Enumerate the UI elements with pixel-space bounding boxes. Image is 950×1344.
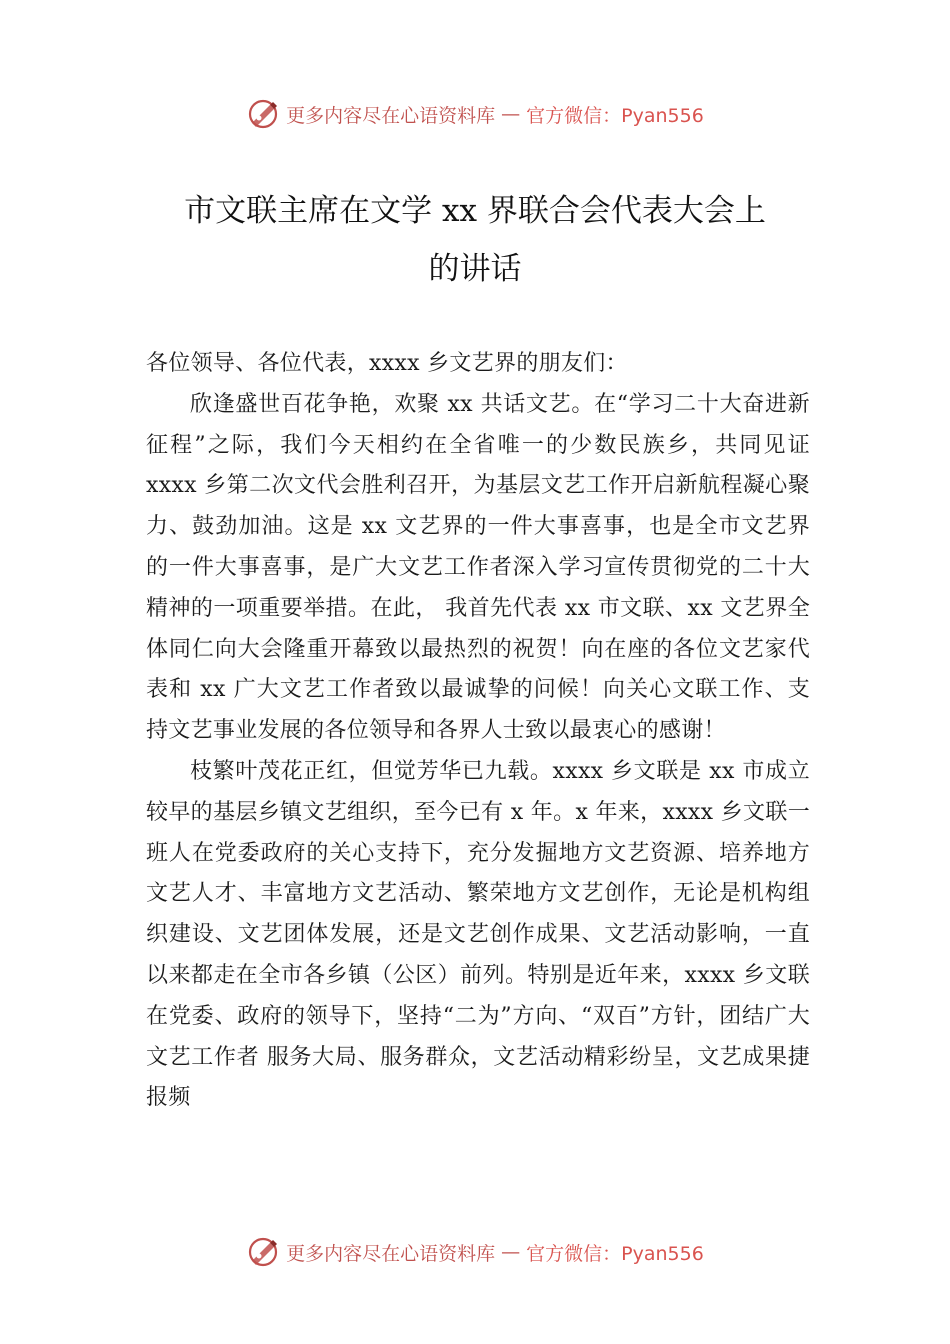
header-banner [0,94,950,134]
document-title [110,182,840,298]
brand-name: 更多内容尽在心语资料库 [286,104,496,127]
pen-logo-icon [246,97,280,131]
paragraph-2: 枝繁叶茂花正红，但觉芳华已九载。xxxx 乡文联是 xx 市成立较早的基层乡镇文艺组织，至今已有 x 年。x 年来，xxxx 乡文联一班人在党委政府的关心支持下，充分发掘地方文艺资源、培养地方文艺人才、丰富地方文艺活动、繁荣地方文艺创作，无论是机构组织建设、文艺团体发展，还是文艺创作成果、文艺活动影响，一直以来都走在全市各乡镇（公区）前列。特别是近年来，xxxx 乡文联在党委、政府的领导下，坚持“二为”方向、“双百”方针，团结广大文艺工作者 服务大局、服务群众，文艺活动精彩纷呈，文艺成果捷报频 [146,758,810,1111]
wechat-id: 官方微信：Pyan556 [526,104,704,127]
footer-banner [0,1232,950,1272]
banner-separator: — [501,103,521,125]
pen-logo-icon [246,1235,280,1269]
brand-name: 更多内容尽在心语资料库 [286,1242,496,1265]
title-line-1: 市文联主席在文学 xx 界联合会代表大会上 [184,193,766,229]
paragraph-1: 欣逢盛世百花争艳，欢聚 xx 共话文艺。在“学习二十大奋进新征程”之际，我们今天相约在全省唯一的少数民族乡，共同见证 xxxx 乡第二次文代会胜利召开，为基层文艺工作开启新航程凝心聚力、鼓劲加油。这是 xx 文艺界的一件大事喜事，也是全市文艺界的一件大事喜事，是广大文艺工作者深入学习宣传贯彻党的二十大精神的一项重要举措。在此， 我首先代表 xx 市文联、xx 文艺界全体同仁向大会隆重开幕致以最热烈的祝贺！向在座的各位文艺家代表和 xx 广大文艺工作者致以最诚挚的问候！向关心文联工作、支持文艺事业发展的各位领导和各界人士致以最衷心的感谢！ [146,391,810,744]
salutation: 各位领导、各位代表，xxxx 乡文艺界的朋友们： [146,351,628,376]
wechat-id: 官方微信：Pyan556 [526,1242,704,1265]
title-line-2: 的讲话 [428,251,522,287]
banner-separator: — [501,1241,521,1263]
speech-body [146,344,810,1119]
